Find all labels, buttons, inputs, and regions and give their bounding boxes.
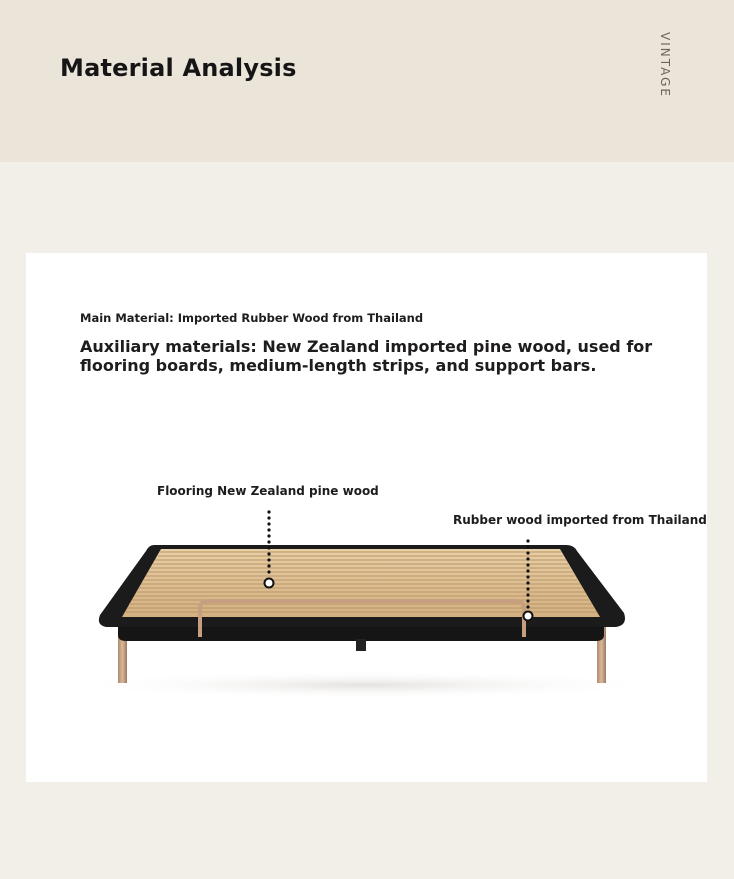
auxiliary-materials-text: Auxiliary materials: New Zealand imported pine wood, used for flooring boards, medium-length strips, and support bars. [80,337,653,375]
rubber-wood-marker [524,612,533,621]
flooring-callout-label: Flooring New Zealand pine wood [157,484,379,498]
header-banner [0,0,734,162]
page-title: Material Analysis [60,54,297,82]
rubber-wood-callout-label: Rubber wood imported from Thailand [453,513,707,527]
bed-underframe [118,625,604,641]
vintage-tag: VINTAGE [658,32,672,99]
material-card [26,253,707,782]
main-material-text: Main Material: Imported Rubber Wood from Thailand [80,311,424,325]
floor-shadow [66,671,666,699]
flooring-marker [265,579,274,588]
center-support-foot [356,639,366,651]
bed-frame-illustration [26,253,707,782]
